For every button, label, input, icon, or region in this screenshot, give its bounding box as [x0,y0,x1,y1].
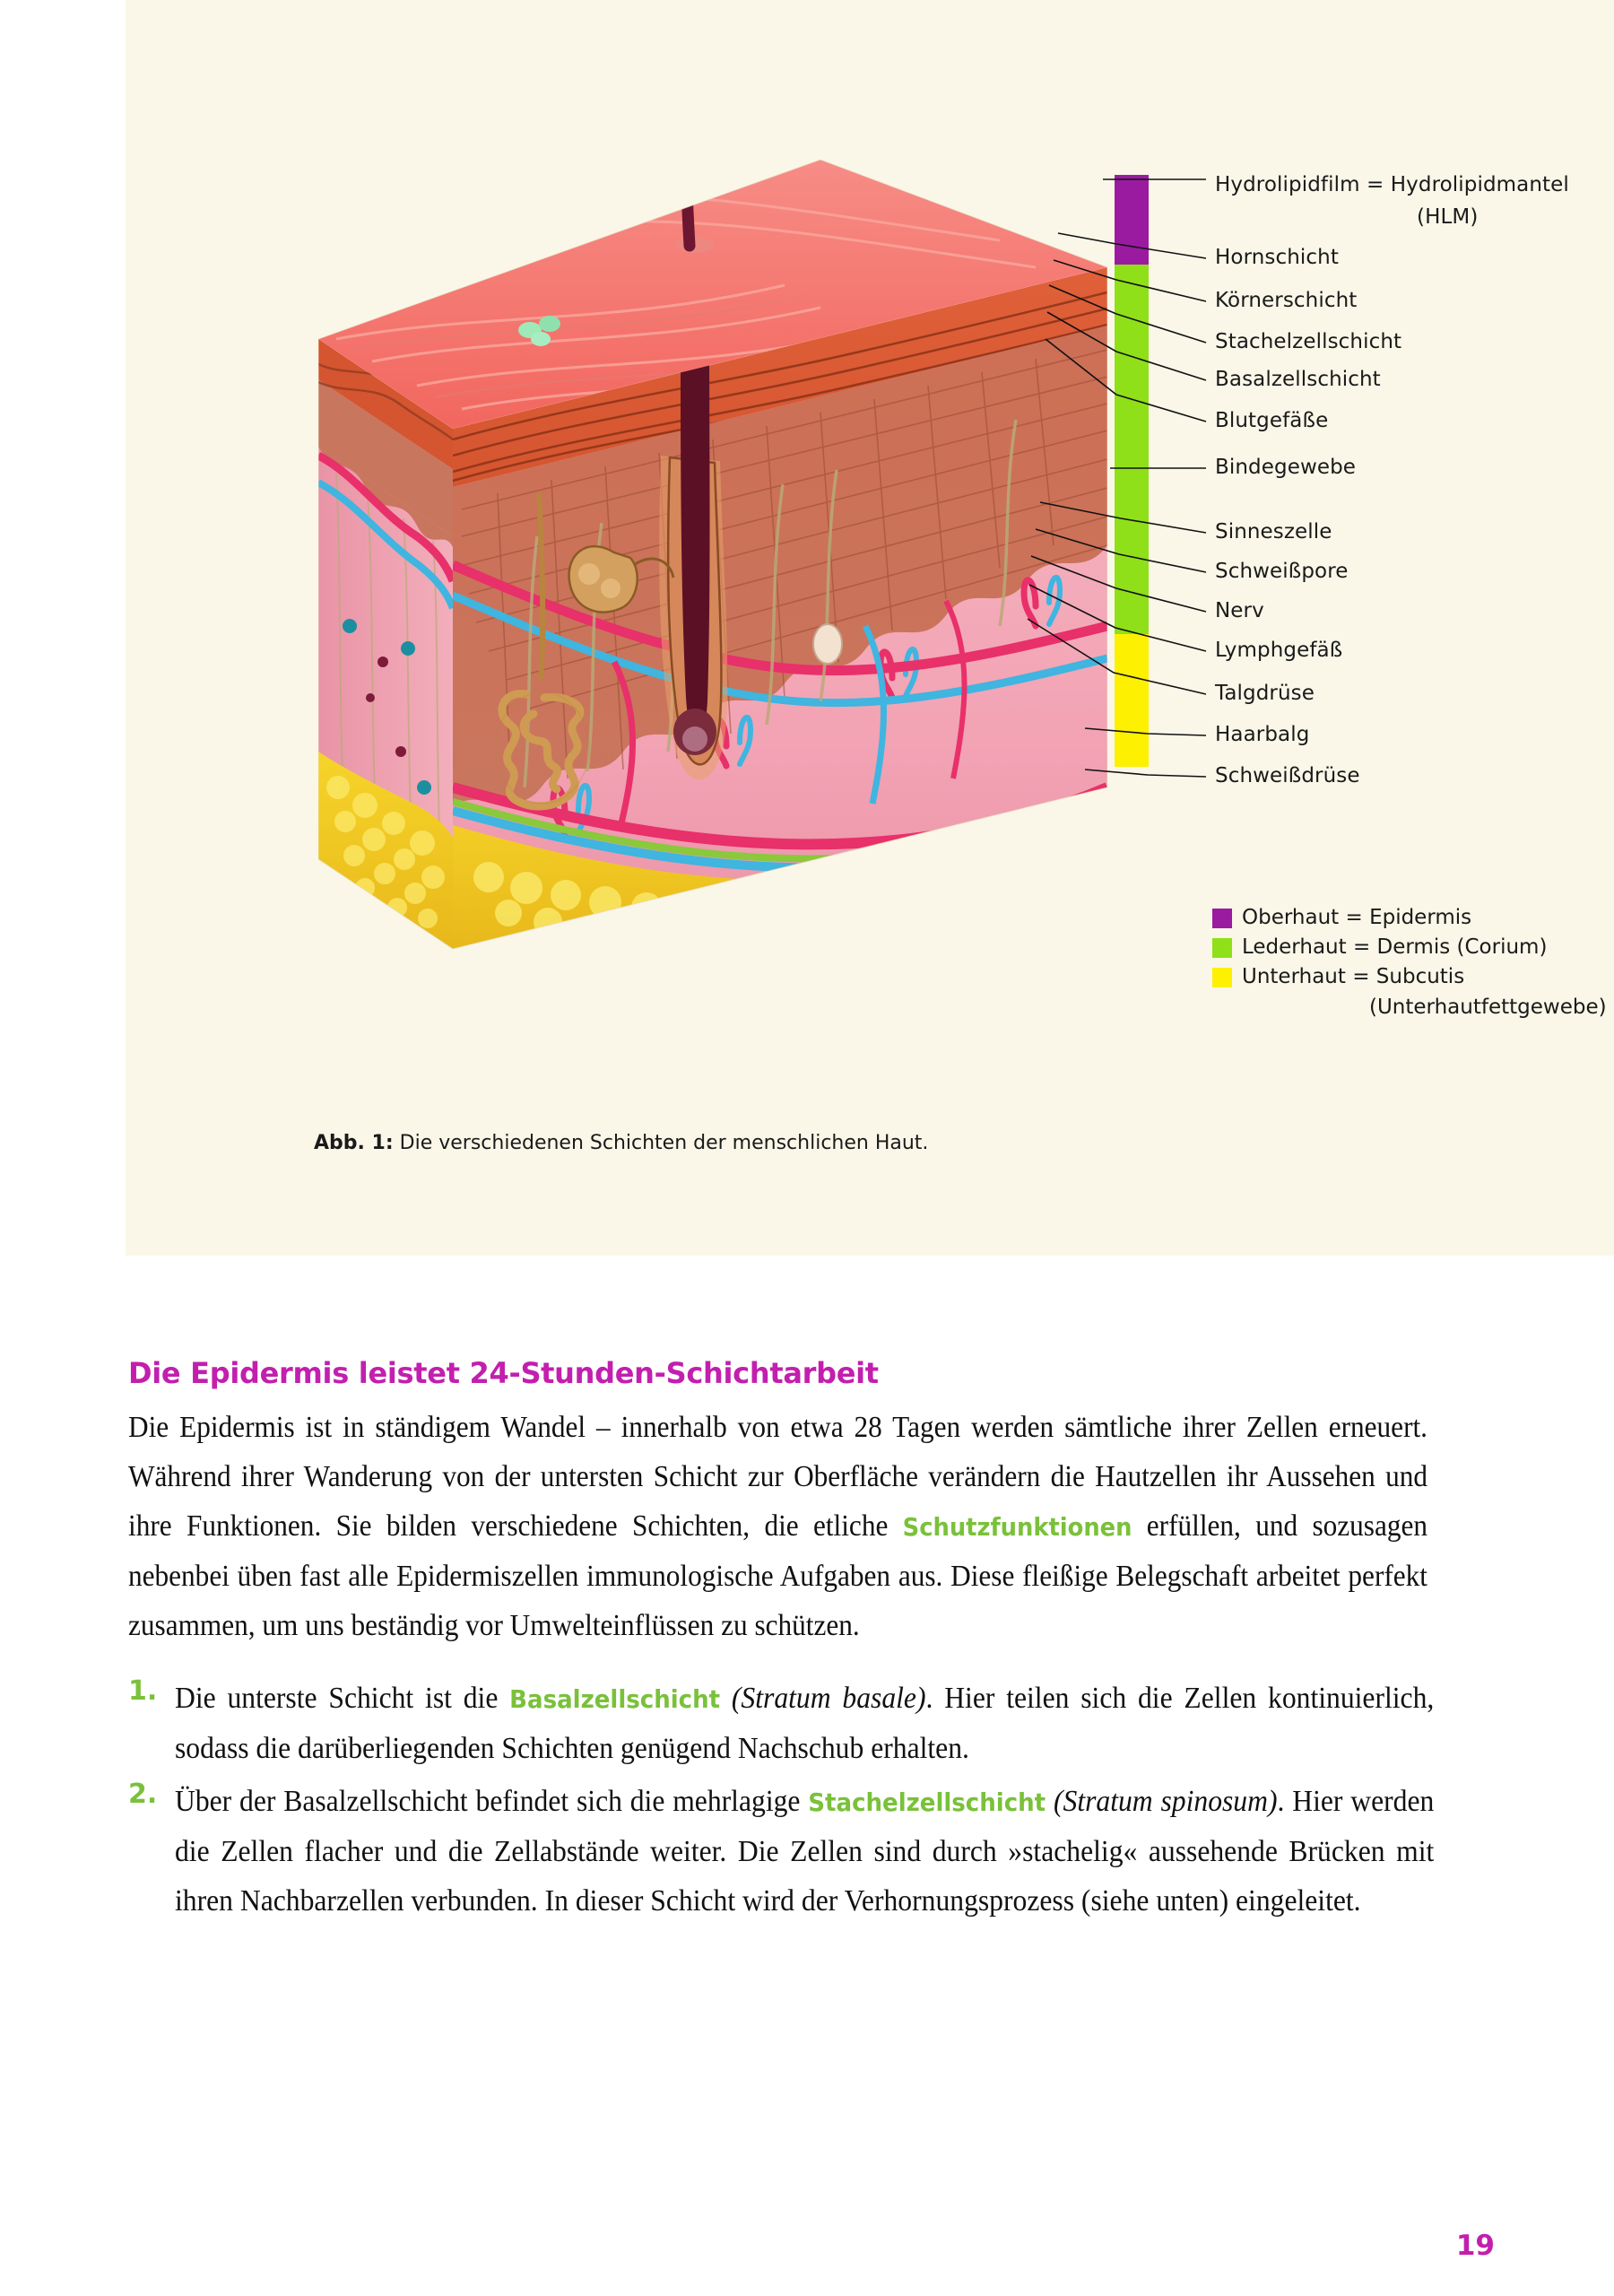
figure-caption-label: Abb. 1: [314,1132,394,1154]
callout-schweisspore: Schweißpore [1215,560,1349,583]
list-item [128,1777,1435,1926]
callout-hornschicht: Hornschicht [1215,246,1339,269]
legend-swatch-subcutis [1212,968,1232,987]
legend-row-subcutis [1212,965,1614,995]
callout-koernerschicht: Körnerschicht [1215,289,1358,312]
subcutis-band [1115,634,1149,767]
list-item [128,1674,1435,1773]
legend-swatch-epidermis [1212,909,1232,928]
callout-stachelzellschicht: Stachelzellschicht [1215,330,1402,353]
legend-swatch-dermis [1212,938,1232,958]
highlight-stachelzellschicht: Stachelzellschicht [808,1787,1046,1817]
callout-hlm: (HLM) [1417,205,1479,229]
epidermis-band [1115,175,1149,265]
callout-bindegewebe: Bindegewebe [1215,456,1357,479]
callout-nerv: Nerv [1215,599,1264,622]
legend-subnote: (Unterhautfettgewebe) [1369,996,1607,1019]
item2-part1: Über der Basalzellschicht befindet sich die mehrlagige [175,1785,809,1818]
item1-part3: . Hier teilen sich die Zellen kontinuierlich, sodass die darüberliegenden Schichten genügend Nachschub erhalten. [175,1682,1435,1765]
highlight-schutzfunktionen: Schutzfunktionen [902,1512,1132,1542]
list-item-number-2: 2. [128,1779,158,1810]
callout-lymphgefaess: Lymphgefäß [1215,639,1343,662]
callout-basalzellschicht: Basalzellschicht [1215,368,1381,391]
item2-part3: . Hier werden die Zellen flacher und die Zellabstände weiter. Die Zellen sind durch »stachelig« aussehende Brücken mit ihren Nachbarzellen verbunden. In dieser Schicht wird der Verhornungsprozess (siehe unten) eingeleitet. [175,1785,1435,1918]
list-item-number-1: 1. [128,1675,158,1707]
item1-part2 [720,1682,732,1715]
legend-label-subcutis: Unterhaut = Subcutis [1242,965,1465,988]
callout-sinneszelle: Sinneszelle [1215,520,1332,544]
figure-panel [126,0,1614,1256]
callout-talgdruese: Talgdrüse [1215,682,1315,705]
callout-haarbalg: Haarbalg [1215,723,1310,746]
layer-colorbar [1115,175,1149,767]
legend-label-dermis: Lederhaut = Dermis (Corium) [1242,935,1548,959]
legend-row-dermis [1212,935,1614,965]
figure-caption [314,1132,928,1154]
numbered-list [128,1674,1435,1926]
intro-paragraph [128,1403,1427,1650]
callout-hydrolipidfilm: Hydrolipidfilm = Hydrolipidmantel [1215,173,1569,196]
highlight-basalzellschicht: Basalzellschicht [509,1684,721,1714]
sensory-cell [813,624,842,664]
list-item-body-2 [175,1777,1434,1926]
legend-row-epidermis [1212,906,1614,935]
legend-label-epidermis: Oberhaut = Epidermis [1242,906,1472,929]
callout-blutgefaesse: Blutgefäße [1215,409,1329,432]
intro-text-part2: erfüllen, und sozusagen nebenbei üben fast alle Epidermiszellen immunologische Aufgaben aus. Diese fleißige Belegschaft arbeitet perfekt zusammen, um uns beständig vor Umwelteinflüssen zu schützen. [128,1509,1427,1642]
item1-part1: Die unterste Schicht ist die [175,1682,510,1715]
skin-cross-section-illustration [318,160,1107,967]
callout-schweissdruese: Schweißdrüse [1215,764,1360,787]
list-item-body-1 [175,1674,1434,1773]
intro-text-part1: Die Epidermis ist in ständigem Wandel – innerhalb von etwa 28 Tagen werden sämtliche ihrer Zellen erneuert. Während ihrer Wanderung von der untersten Schicht zur Oberfläche verändern die Hautzellen ihr Aussehen und ihre Funktionen. Sie bilden verschiedene Schichten, die etliche [128,1411,1427,1543]
figure-caption-text: Die verschiedenen Schichten der menschlichen Haut. [393,1132,929,1154]
italic-stratum-basale: (Stratum basale) [731,1682,926,1715]
dermis-band [1115,265,1149,634]
italic-stratum-spinosum: (Stratum spinosum) [1053,1785,1278,1818]
figure-legend [1212,906,1614,1019]
page-number: 19 [1455,2230,1495,2262]
item2-part2 [1046,1785,1054,1818]
skin-side-face [318,339,453,949]
body-content [128,1356,1435,1929]
section-heading: Die Epidermis leistet 24-Stunden-Schichtarbeit [128,1356,879,1390]
